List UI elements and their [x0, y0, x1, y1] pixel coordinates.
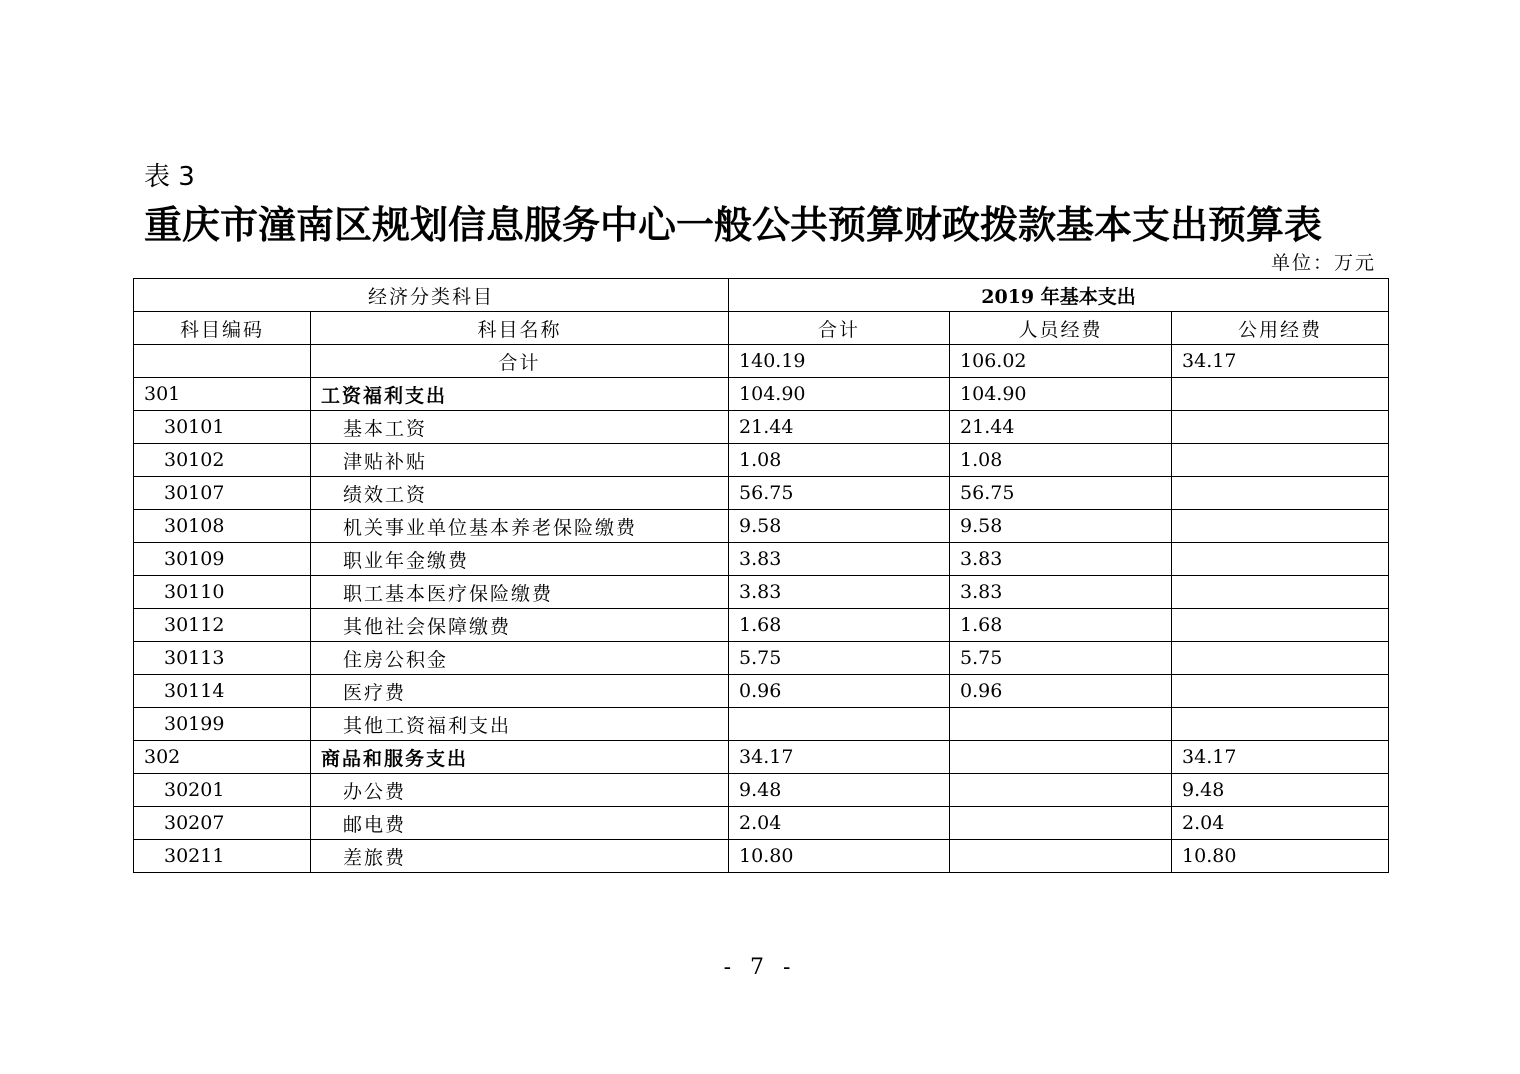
- row-name-cell: 津贴补贴: [311, 444, 729, 477]
- row-name-cell: 办公费: [311, 774, 729, 807]
- table-row: [134, 510, 1389, 543]
- row-public-cell: [1172, 378, 1389, 411]
- table-label: 表 3: [144, 162, 195, 192]
- row-public-cell: [1172, 510, 1389, 543]
- table-row: [134, 708, 1389, 741]
- budget-table: [133, 278, 1389, 873]
- row-code-cell: 30114: [134, 675, 311, 708]
- table-row: [134, 807, 1389, 840]
- row-code-cell: 30207: [134, 807, 311, 840]
- row-total-cell: 3.83: [729, 576, 950, 609]
- row-name-cell: 商品和服务支出: [311, 741, 729, 774]
- row-name-cell: 住房公积金: [311, 642, 729, 675]
- row-public-cell: [1172, 444, 1389, 477]
- row-total-cell: 3.83: [729, 543, 950, 576]
- document-title: 重庆市潼南区规划信息服务中心一般公共预算财政拨款基本支出预算表: [144, 203, 1323, 247]
- total-row: [134, 345, 1389, 378]
- table-row: [134, 411, 1389, 444]
- row-name-cell: 职业年金缴费: [311, 543, 729, 576]
- row-public-cell: [1172, 576, 1389, 609]
- group-header-basic-expenditure: 2019 年基本支出: [729, 279, 1389, 312]
- row-code-cell: 30201: [134, 774, 311, 807]
- group-header-economic-category: 经济分类科目: [134, 279, 729, 312]
- column-header-name: 科目名称: [311, 312, 729, 345]
- column-header-code: 科目编码: [134, 312, 311, 345]
- table-row: [134, 675, 1389, 708]
- row-code-cell: 30101: [134, 411, 311, 444]
- row-personnel-cell: [950, 807, 1172, 840]
- row-name-cell: 职工基本医疗保险缴费: [311, 576, 729, 609]
- row-total-cell: 34.17: [729, 741, 950, 774]
- row-name-cell: 其他社会保障缴费: [311, 609, 729, 642]
- row-personnel-cell: 1.08: [950, 444, 1172, 477]
- row-public-cell: [1172, 609, 1389, 642]
- row-public-cell: [1172, 642, 1389, 675]
- row-code-cell: 30110: [134, 576, 311, 609]
- row-total-cell: 9.58: [729, 510, 950, 543]
- row-name-cell: 工资福利支出: [311, 378, 729, 411]
- table-row: [134, 477, 1389, 510]
- row-name-cell: 其他工资福利支出: [311, 708, 729, 741]
- row-total-cell: 10.80: [729, 840, 950, 873]
- row-personnel-cell: [950, 840, 1172, 873]
- row-name-cell: 机关事业单位基本养老保险缴费: [311, 510, 729, 543]
- column-header-personnel: 人员经费: [950, 312, 1172, 345]
- row-personnel-cell: 9.58: [950, 510, 1172, 543]
- row-code-cell: 30107: [134, 477, 311, 510]
- row-code-cell: 30112: [134, 609, 311, 642]
- row-personnel-cell: 56.75: [950, 477, 1172, 510]
- table-row: [134, 642, 1389, 675]
- row-code-cell: 30211: [134, 840, 311, 873]
- row-public-cell: 10.80: [1172, 840, 1389, 873]
- table-row: [134, 741, 1389, 774]
- row-total-cell: 5.75: [729, 642, 950, 675]
- column-header-total: 合计: [729, 312, 950, 345]
- row-code-cell: 302: [134, 741, 311, 774]
- row-total-cell: 9.48: [729, 774, 950, 807]
- row-personnel-cell: 104.90: [950, 378, 1172, 411]
- row-total-cell: 1.08: [729, 444, 950, 477]
- row-code-cell: 301: [134, 378, 311, 411]
- row-code-cell: 30108: [134, 510, 311, 543]
- row-code-cell: 30113: [134, 642, 311, 675]
- row-code-cell: 30199: [134, 708, 311, 741]
- total-name-cell: 合计: [311, 345, 729, 378]
- row-personnel-cell: 21.44: [950, 411, 1172, 444]
- row-name-cell: 医疗费: [311, 675, 729, 708]
- page-number: - 7 -: [723, 955, 797, 980]
- row-public-cell: 9.48: [1172, 774, 1389, 807]
- row-public-cell: 2.04: [1172, 807, 1389, 840]
- table-row: [134, 576, 1389, 609]
- table-row: [134, 840, 1389, 873]
- row-total-cell: 56.75: [729, 477, 950, 510]
- column-header-row: [134, 312, 1389, 345]
- table-row: [134, 378, 1389, 411]
- row-total-cell: 21.44: [729, 411, 950, 444]
- unit-label: 单位：万元: [1270, 252, 1376, 274]
- table-row: [134, 609, 1389, 642]
- total-amount-cell: 140.19: [729, 345, 950, 378]
- row-personnel-cell: 5.75: [950, 642, 1172, 675]
- table-row: [134, 543, 1389, 576]
- row-name-cell: 差旅费: [311, 840, 729, 873]
- table-row: [134, 444, 1389, 477]
- row-personnel-cell: 3.83: [950, 543, 1172, 576]
- row-personnel-cell: [950, 774, 1172, 807]
- row-public-cell: [1172, 477, 1389, 510]
- row-code-cell: 30102: [134, 444, 311, 477]
- row-personnel-cell: 0.96: [950, 675, 1172, 708]
- row-personnel-cell: 3.83: [950, 576, 1172, 609]
- row-total-cell: 0.96: [729, 675, 950, 708]
- row-total-cell: 104.90: [729, 378, 950, 411]
- row-public-cell: 34.17: [1172, 741, 1389, 774]
- row-personnel-cell: 1.68: [950, 609, 1172, 642]
- total-public-cell: 34.17: [1172, 345, 1389, 378]
- row-public-cell: [1172, 708, 1389, 741]
- row-total-cell: 2.04: [729, 807, 950, 840]
- row-total-cell: [729, 708, 950, 741]
- row-total-cell: 1.68: [729, 609, 950, 642]
- row-name-cell: 绩效工资: [311, 477, 729, 510]
- total-code-cell: [134, 345, 311, 378]
- row-personnel-cell: [950, 741, 1172, 774]
- row-code-cell: 30109: [134, 543, 311, 576]
- row-name-cell: 邮电费: [311, 807, 729, 840]
- table-row: [134, 774, 1389, 807]
- row-public-cell: [1172, 675, 1389, 708]
- group-header-row: [134, 279, 1389, 312]
- row-personnel-cell: [950, 708, 1172, 741]
- column-header-public: 公用经费: [1172, 312, 1389, 345]
- row-public-cell: [1172, 543, 1389, 576]
- row-public-cell: [1172, 411, 1389, 444]
- total-personnel-cell: 106.02: [950, 345, 1172, 378]
- row-name-cell: 基本工资: [311, 411, 729, 444]
